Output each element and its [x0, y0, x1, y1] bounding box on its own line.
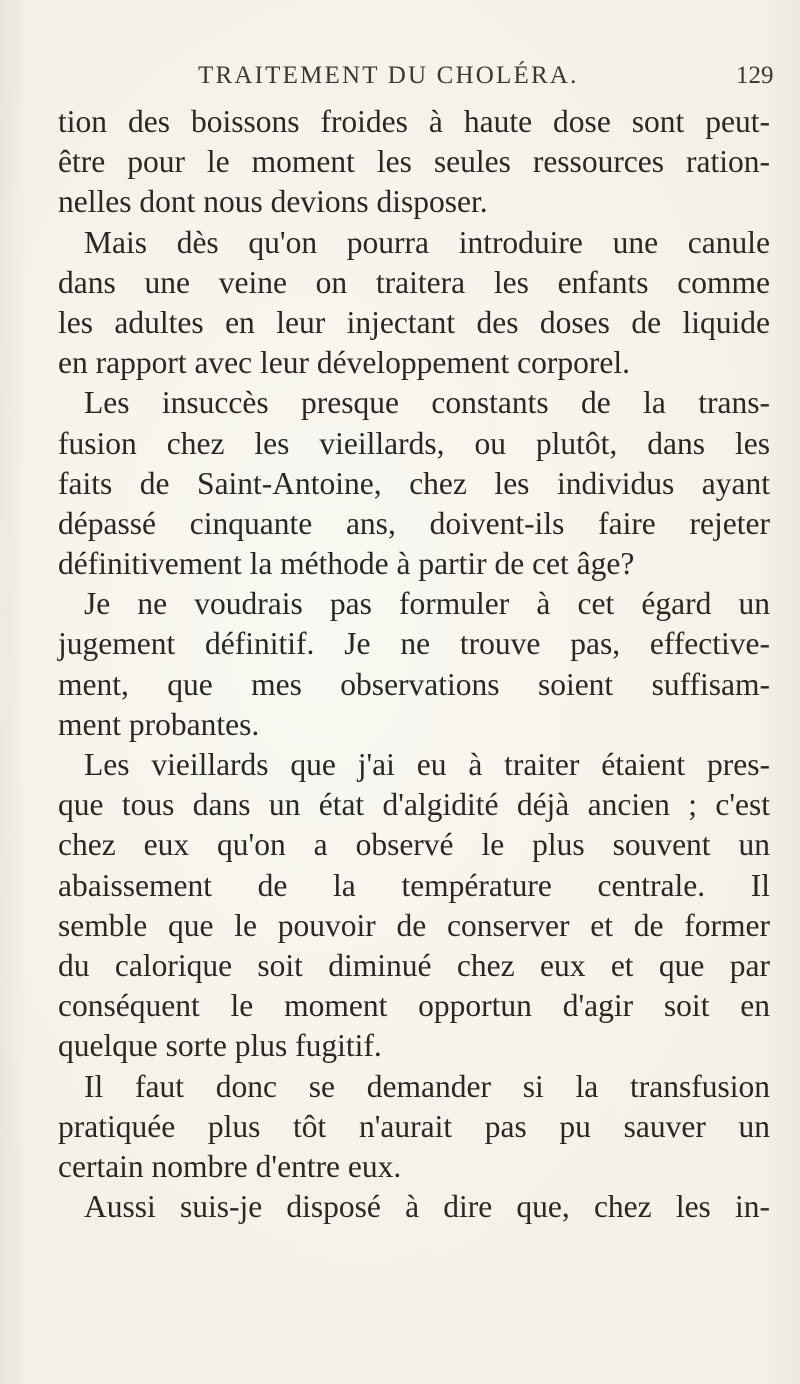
text-line: Les insuccès presque constants de la trans-	[84, 385, 770, 421]
text-line: pratiquée plus tôt n'aurait pas pu sauver un	[58, 1108, 770, 1144]
text-line: certain nombre d'entre eux.	[58, 1148, 402, 1184]
running-title: TRAITEMENT DU CHOLÉRA.	[198, 62, 579, 89]
text-line: dépassé cinquante ans, doivent-ils faire rejeter	[58, 505, 770, 541]
text-line: les adultes en leur injectant des doses de liquide	[58, 304, 770, 340]
text-line: quelque sorte plus fugitif.	[58, 1028, 382, 1064]
text-line: abaissement de la température centrale. Il	[58, 867, 770, 903]
text-line: Il faut donc se demander si la transfusion	[84, 1068, 770, 1104]
text-line: chez eux qu'on a observé le plus souvent un	[58, 827, 770, 863]
text-line: nelles dont nous devions disposer.	[58, 184, 488, 220]
body-text	[58, 102, 770, 1227]
text-line: Aussi suis-je disposé à dire que, chez les in-	[84, 1189, 770, 1225]
text-line: semble que le pouvoir de conserver et de former	[58, 907, 770, 943]
text-line: conséquent le moment opportun d'agir soit en	[58, 988, 770, 1024]
text-line: jugement définitif. Je ne trouve pas, effective-	[58, 626, 770, 662]
text-line: faits de Saint-Antoine, chez les individus ayant	[58, 465, 770, 501]
text-line: Les vieillards que j'ai eu à traiter étaient pres-	[84, 747, 770, 782]
text-line: dans une veine on traitera les enfants comme	[58, 264, 770, 300]
text-line: que tous dans un état d'algidité déjà ancien ; c'est	[58, 787, 770, 823]
text-line: Je ne voudrais pas formuler à cet égard un	[84, 586, 770, 622]
page-number: 129	[736, 62, 774, 89]
text-line: ment probantes.	[58, 706, 260, 742]
text-line: être pour le moment les seules ressources ration-	[58, 144, 770, 180]
text-line: tion des boissons froides à haute dose sont peut-	[58, 104, 770, 139]
text-line: du calorique soit diminué chez eux et que par	[58, 947, 770, 983]
text-line: fusion chez les vieillards, ou plutôt, dans les	[58, 425, 770, 461]
text-line: en rapport avec leur développement corporel.	[58, 345, 630, 381]
text-line: définitivement la méthode à partir de cet âge?	[58, 546, 635, 582]
text-line: ment, que mes observations soient suffisam-	[58, 666, 770, 702]
text-line: Mais dès qu'on pourra introduire une canule	[84, 224, 770, 260]
